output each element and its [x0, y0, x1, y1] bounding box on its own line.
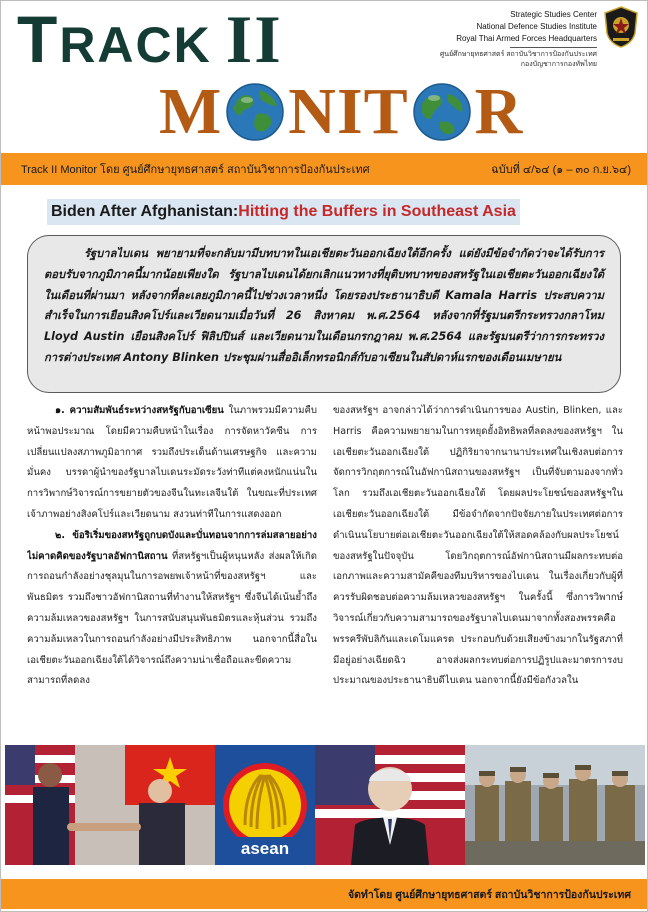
- org-thai-line: ศูนย์ศึกษายุทธศาสตร์ สถาบันวิชาการป้องกันประเทศ: [439, 51, 597, 58]
- publisher-line: Track II Monitor โดย ศูนย์ศึกษายุทธศาสตร์ สถาบันวิชาการป้องกันประเทศ: [21, 164, 370, 176]
- section-1-paragraph: [27, 401, 317, 526]
- title-part-1: Biden After Afghanistan:: [51, 203, 239, 220]
- issue-info-bar: [1, 153, 648, 185]
- article-body: [27, 401, 623, 735]
- org-line: Royal Thai Armed Forces Headquarters: [456, 34, 597, 43]
- photo-strip: [5, 745, 645, 865]
- track-numeral: II: [225, 1, 283, 77]
- track-initial: T: [17, 2, 60, 76]
- title-part-2: Hitting the Buffers in Southeast Asia: [238, 203, 516, 220]
- track-rest: RACK: [59, 17, 212, 73]
- monitor-letter-m: M: [159, 75, 223, 148]
- section-2-paragraph: [27, 526, 317, 692]
- asean-logo-icon: [215, 745, 315, 865]
- photo-troops-evacuation: [465, 745, 645, 865]
- summary-box: [27, 235, 621, 393]
- biden-portrait-image: [315, 745, 465, 865]
- footer-credit: จัดทำโดย ศูนย์ศึกษายุทธศาสตร์ สถาบันวิชาการป้องกันประเทศ: [347, 888, 631, 901]
- org-line: Strategic Studies Center: [510, 10, 597, 19]
- asean-label: asean: [240, 839, 290, 858]
- column-2-text: ของสหรัฐฯ อาจกล่าวได้ว่าการดำเนินการของ Austin, Blinken, และ Harris คือความพยายามในการหยุดยั้งอิทธิพลที่ลดลงของสหรัฐฯ ในเอเชียตะวันออกเฉียงใต้ ปฏิกิริยาจากนานาประเทศในเชิงลบต่อการจัดการวิกฤตการณ์ในอัฟกานิสถานของสหรัฐฯ เป็นที่จับตามองจากทั่วโลก รวมถึงเอเชียตะวันออกเฉียงใต้ โดยผลประโยชน์ของสหรัฐฯในเอเชียตะวันออกเฉียงใต้ มีข้อจำกัดจากปัจจัยภายในประเทศต่อการดำเนินนโยบายต่อเอเชียตะวันออกเฉียงใต้ให้สอดคล้องกับผลประโยชน์ของสหรัฐในปัจจุบัน โดยวิกฤตการณ์อัฟกานิสถานมีผลกระทบต่อเอกภาพและความสามัคคีของทีมบริหารของไบเดน ในเรื่องเกี่ยวกับผู้ที่ควรรับผิดชอบต่อความล้มเหลวของสหรัฐฯ ในครั้งนี้ ซึ่งการวิพากษ์วิจารณ์เกี่ยวกับความสามารถของรัฐบาลไบเดนมาจากทั้งสองพรรคคือพรรครีพับลิกันและเดโมแครต ประกอบกับด้วยเสียงข้างมากในรัฐสภาที่มีอยู่อย่างเฉียดฉิว อาจส่งผลกระทบต่อการปฏิรูปและมาตรการงบประมาณของประธานาธิบดีไบเดน นอกจากนี้ยังมีข้อกังวลใน: [333, 405, 623, 687]
- globe-icon: [225, 82, 285, 142]
- photo-asean-logo: [215, 745, 315, 865]
- photo-biden: [315, 745, 465, 865]
- monitor-letter-r: R: [474, 75, 524, 148]
- footer-bar: [1, 879, 648, 909]
- issue-number: ฉบับที่ ๔/๖๔ (๑ – ๓๐ ก.ย.๖๔): [491, 164, 631, 176]
- org-divider: [510, 47, 597, 48]
- section-1-text: ในภาพรวมมีความคืบหน้าพอประมาณ โดยมีความคืบหน้าในเรื่อง การจัดหาวัคซีน การเปลี่ยนแปลงสภาพภูมิอากาศ รวมถึงประเด็นด้านเศรษฐกิจ และความมั่นคง บรรดาผู้นำของรัฐบาลไบเดนระมัดระวังท่าทีแต่คงหนักแน่นในการวิพากษ์วิจารณ์การขยายตัวของจีนในทะเลจีนใต้ ในขณะที่ประเทศเจ้าภาพอย่างสิงคโปร์และเวียดนาม สงวนท่าทีในการแสดงออก: [27, 405, 317, 520]
- organization-block: [440, 9, 597, 70]
- track-ii-logo: [17, 1, 283, 77]
- section-2-text: ที่สหรัฐฯเป็นผู้หนุนหลัง ส่งผลให้เกิดการถอนกำลังอย่างชุลมุนในการอพยพเจ้าหน้าที่ของสหรัฐฯ และพันธมิตร รวมถึงชาวอัฟกานิสถานที่ทำงานให้สหรัฐฯ ซึ่งจีนได้เน้นย้ำถึงความล้มเหลวของสหรัฐฯ ในการสนับสนุนพันธมิตรและหุ้นส่วน รวมถึงความล้มเหลวในการถอนกำลังอย่างมีประสิทธิภาพ นอกจากนี้สื่อในเอเชียตะวันออกเฉียงใต้ได้วิจารณ์ถึงความน่าเชื่อถือและขีดความสามารถที่ลดลง: [27, 550, 317, 687]
- section-2-heading: ๒. ข้อริเริ่มของสหรัฐถูกบดบังและบั่นทอนจากการล่มสลายอย่างไม่คาดคิดของรัฐบาลอัฟกานิสถาน: [27, 529, 317, 562]
- column-right: [333, 401, 623, 735]
- troops-photo-image: [465, 745, 645, 865]
- summary-text: รัฐบาลไบเดน พยายามที่จะกลับมามีบทบาทในเอเชียตะวันออกเฉียงใต้อีกครั้ง แต่ยังมีข้อจำกัดว่าจะได้รับการตอบรับจากภูมิภาคนี้มากน้อยเพียงใด รัฐบาลไบเดนได้ยกเลิกแนวทางที่ยุติบทบาทของสหรัฐในเอเชียตะวันออกเฉียงใต้ในเดือนที่ผ่านมา หลังจากที่ละเลยภูมิภาคนี้ไปช่วงเวลาหนึ่ง โดยรองประธานาธิบดี Kamala Harris ประสบความสำเร็จในการเยือนสิงคโปร์และเวียดนามเมื่อวันที่ 26 สิงหาคม พ.ศ.2564 หลังจากที่รัฐมนตรีกระทรวงกลาโหม Lloyd Austin เยือนสิงคโปร์ ฟิลิปปินส์ และเวียดนามในเดือนกรกฎาคม พ.ศ.2564 และรัฐมนตรีว่าการกระทรวงการต่างประเทศ Antony Blinken ประชุมผ่านสื่ออิเล็กทรอนิกส์กับอาเซียนในสัปดาห์แรกของเดือนเมษายน: [44, 247, 604, 364]
- org-line: National Defence Studies Institute: [476, 22, 597, 31]
- armed-forces-emblem-icon: [603, 5, 639, 49]
- monitor-letters-nit: NIT: [288, 75, 409, 148]
- masthead: [1, 1, 648, 153]
- column-left: [27, 401, 317, 735]
- globe-icon: [412, 82, 472, 142]
- handshake-photo-image: [5, 745, 215, 865]
- section-1-heading: ๑. ความสัมพันธ์ระหว่างสหรัฐกับอาเซียน: [55, 405, 224, 416]
- photo-harris-handshake: [5, 745, 215, 865]
- article-title: [47, 199, 520, 225]
- monitor-logo: [159, 75, 524, 148]
- org-thai-line: กองบัญชาการกองทัพไทย: [520, 61, 597, 68]
